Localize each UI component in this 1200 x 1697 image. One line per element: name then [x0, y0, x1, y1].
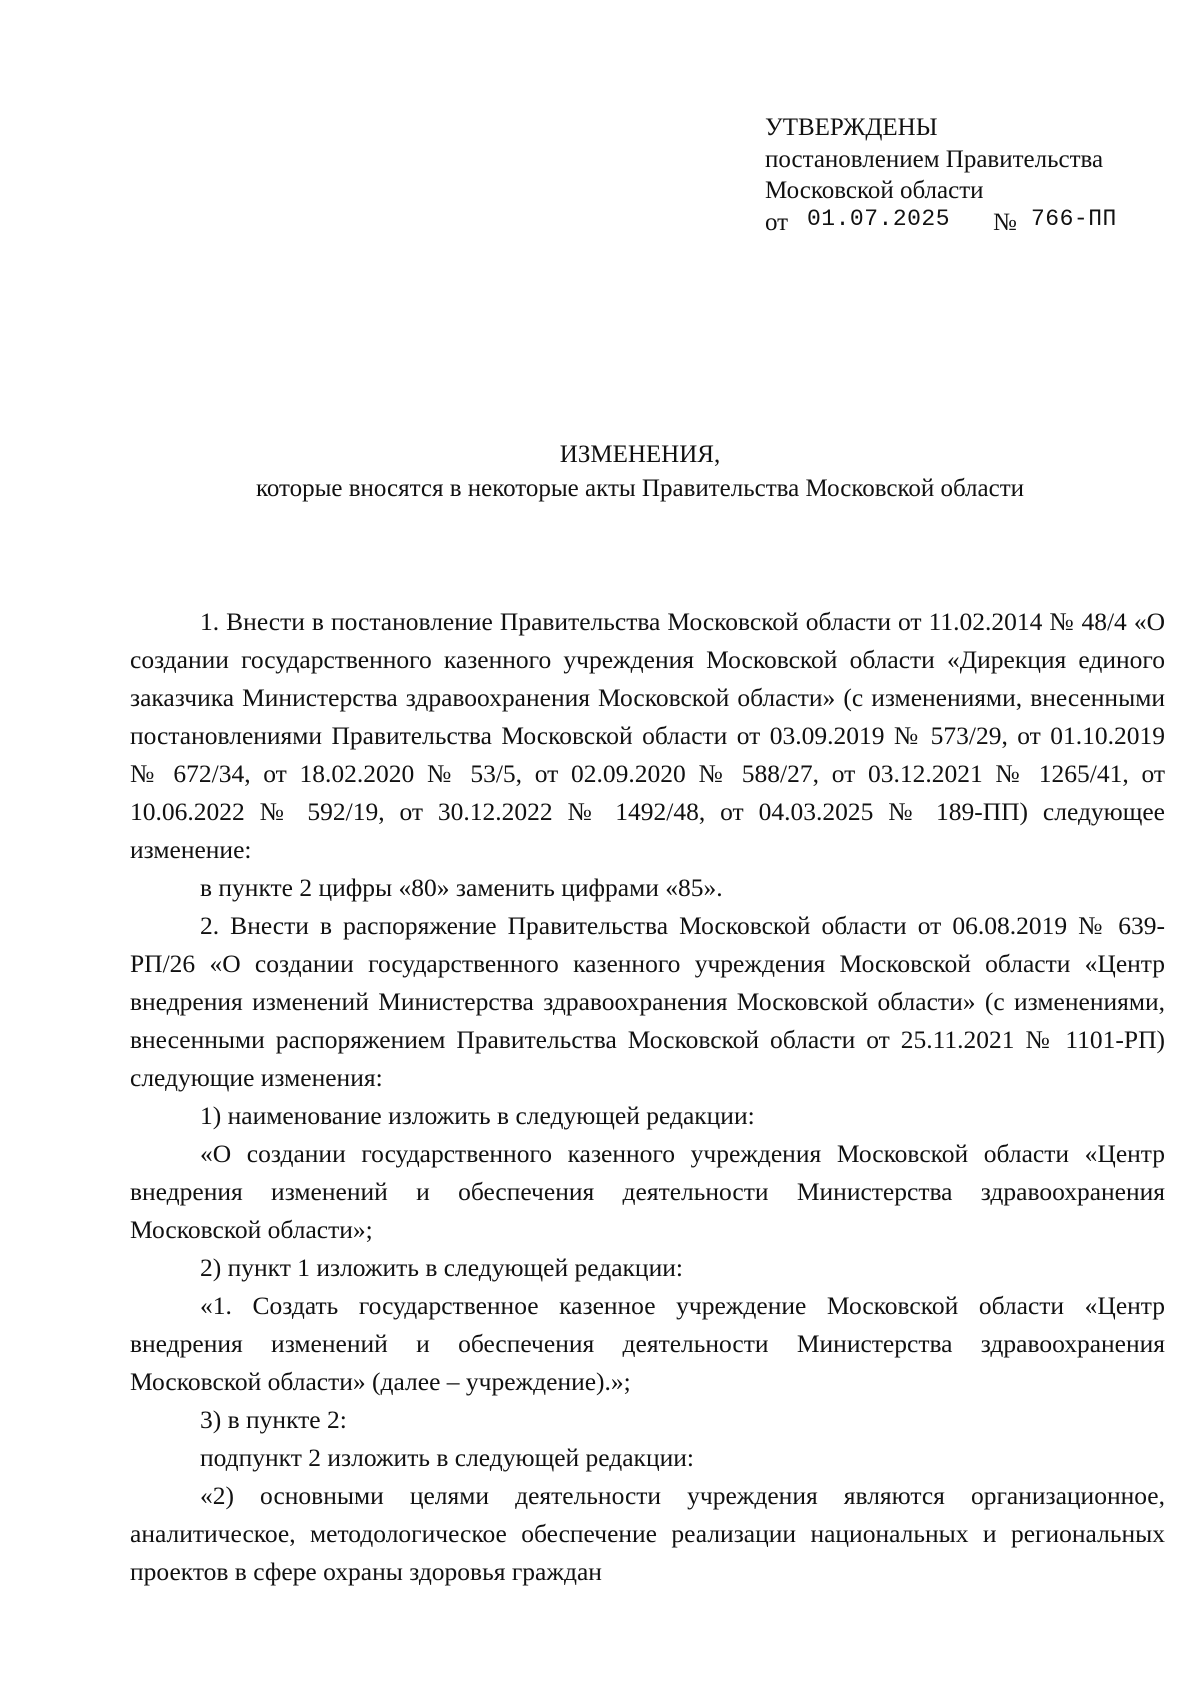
document-body — [130, 603, 1165, 1591]
approval-number-label: № — [993, 208, 1017, 236]
approval-from-label: от — [765, 208, 789, 236]
paragraph: в пункте 2 цифры «80» заменить цифрами «85». — [200, 873, 723, 902]
paragraph: 2) пункт 1 изложить в следующей редакции: — [200, 1253, 683, 1282]
approval-line-1: постановлением Правительства — [765, 145, 1104, 173]
paragraph: 3) в пункте 2: — [200, 1405, 347, 1434]
approval-line-2: Московской области — [765, 177, 984, 204]
document-title: ИЗМЕНЕНИЯ, — [559, 441, 721, 468]
approval-date-row — [765, 207, 1175, 239]
approval-stamp — [765, 112, 1175, 239]
paragraph: 1. Внести в постановление Правительства Московской области от 11.02.2014 № 48/4 «О создании государственного казенного учреждения Московской области «Дирекция единого заказчика Министерства здравоохранения Московской области» (с изменениями, внесенными постановлениями Правительства Московской области от 03.09.2019 № 573/29, от 01.10.2019 № 672/34, от 18.02.2020 № 53/5, от 02.09.2020 № 588/27, от 03.12.2021 № 1265/41, от 10.06.2022 № 592/19, от 30.12.2022 № 1492/48, от 04.03.2025 № 189-ПП) следующее изменение: — [130, 607, 1165, 864]
approval-date: 01.07.2025 — [807, 205, 951, 232]
approval-number: 766-ПП — [1031, 205, 1117, 232]
paragraph: «О создании государственного казенного учреждения Московской области «Центр внедрения изменений и обеспечения деятельности Министерства здравоохранения Московской области»; — [130, 1139, 1165, 1244]
paragraph: 1) наименование изложить в следующей редакции: — [200, 1101, 755, 1130]
paragraph: подпункт 2 изложить в следующей редакции: — [200, 1443, 694, 1472]
approval-title: УТВЕРЖДЕНЫ — [765, 114, 938, 141]
paragraph: «2) основными целями деятельности учреждения являются организационное, аналитическое, методологическое обеспечение реализации национальных и региональных проектов в сфере охраны здоровья граждан — [130, 1481, 1165, 1586]
paragraph: 2. Внести в распоряжение Правительства Московской области от 06.08.2019 № 639-РП/26 «О создании государственного казенного учреждения Московской области «Центр внедрения изменений Министерства здравоохранения Московской области» (с изменениями, внесенными распоряжением Правительства Московской области от 25.11.2021 № 1101-РП) следующие изменения: — [130, 911, 1165, 1092]
document-subtitle: которые вносятся в некоторые акты Правительства Московской области — [255, 475, 1025, 502]
paragraph: «1. Создать государственное казенное учреждение Московской области «Центр внедрения изменений и обеспечения деятельности Министерства здравоохранения Московской области» (далее – учреждение).»; — [130, 1291, 1165, 1396]
